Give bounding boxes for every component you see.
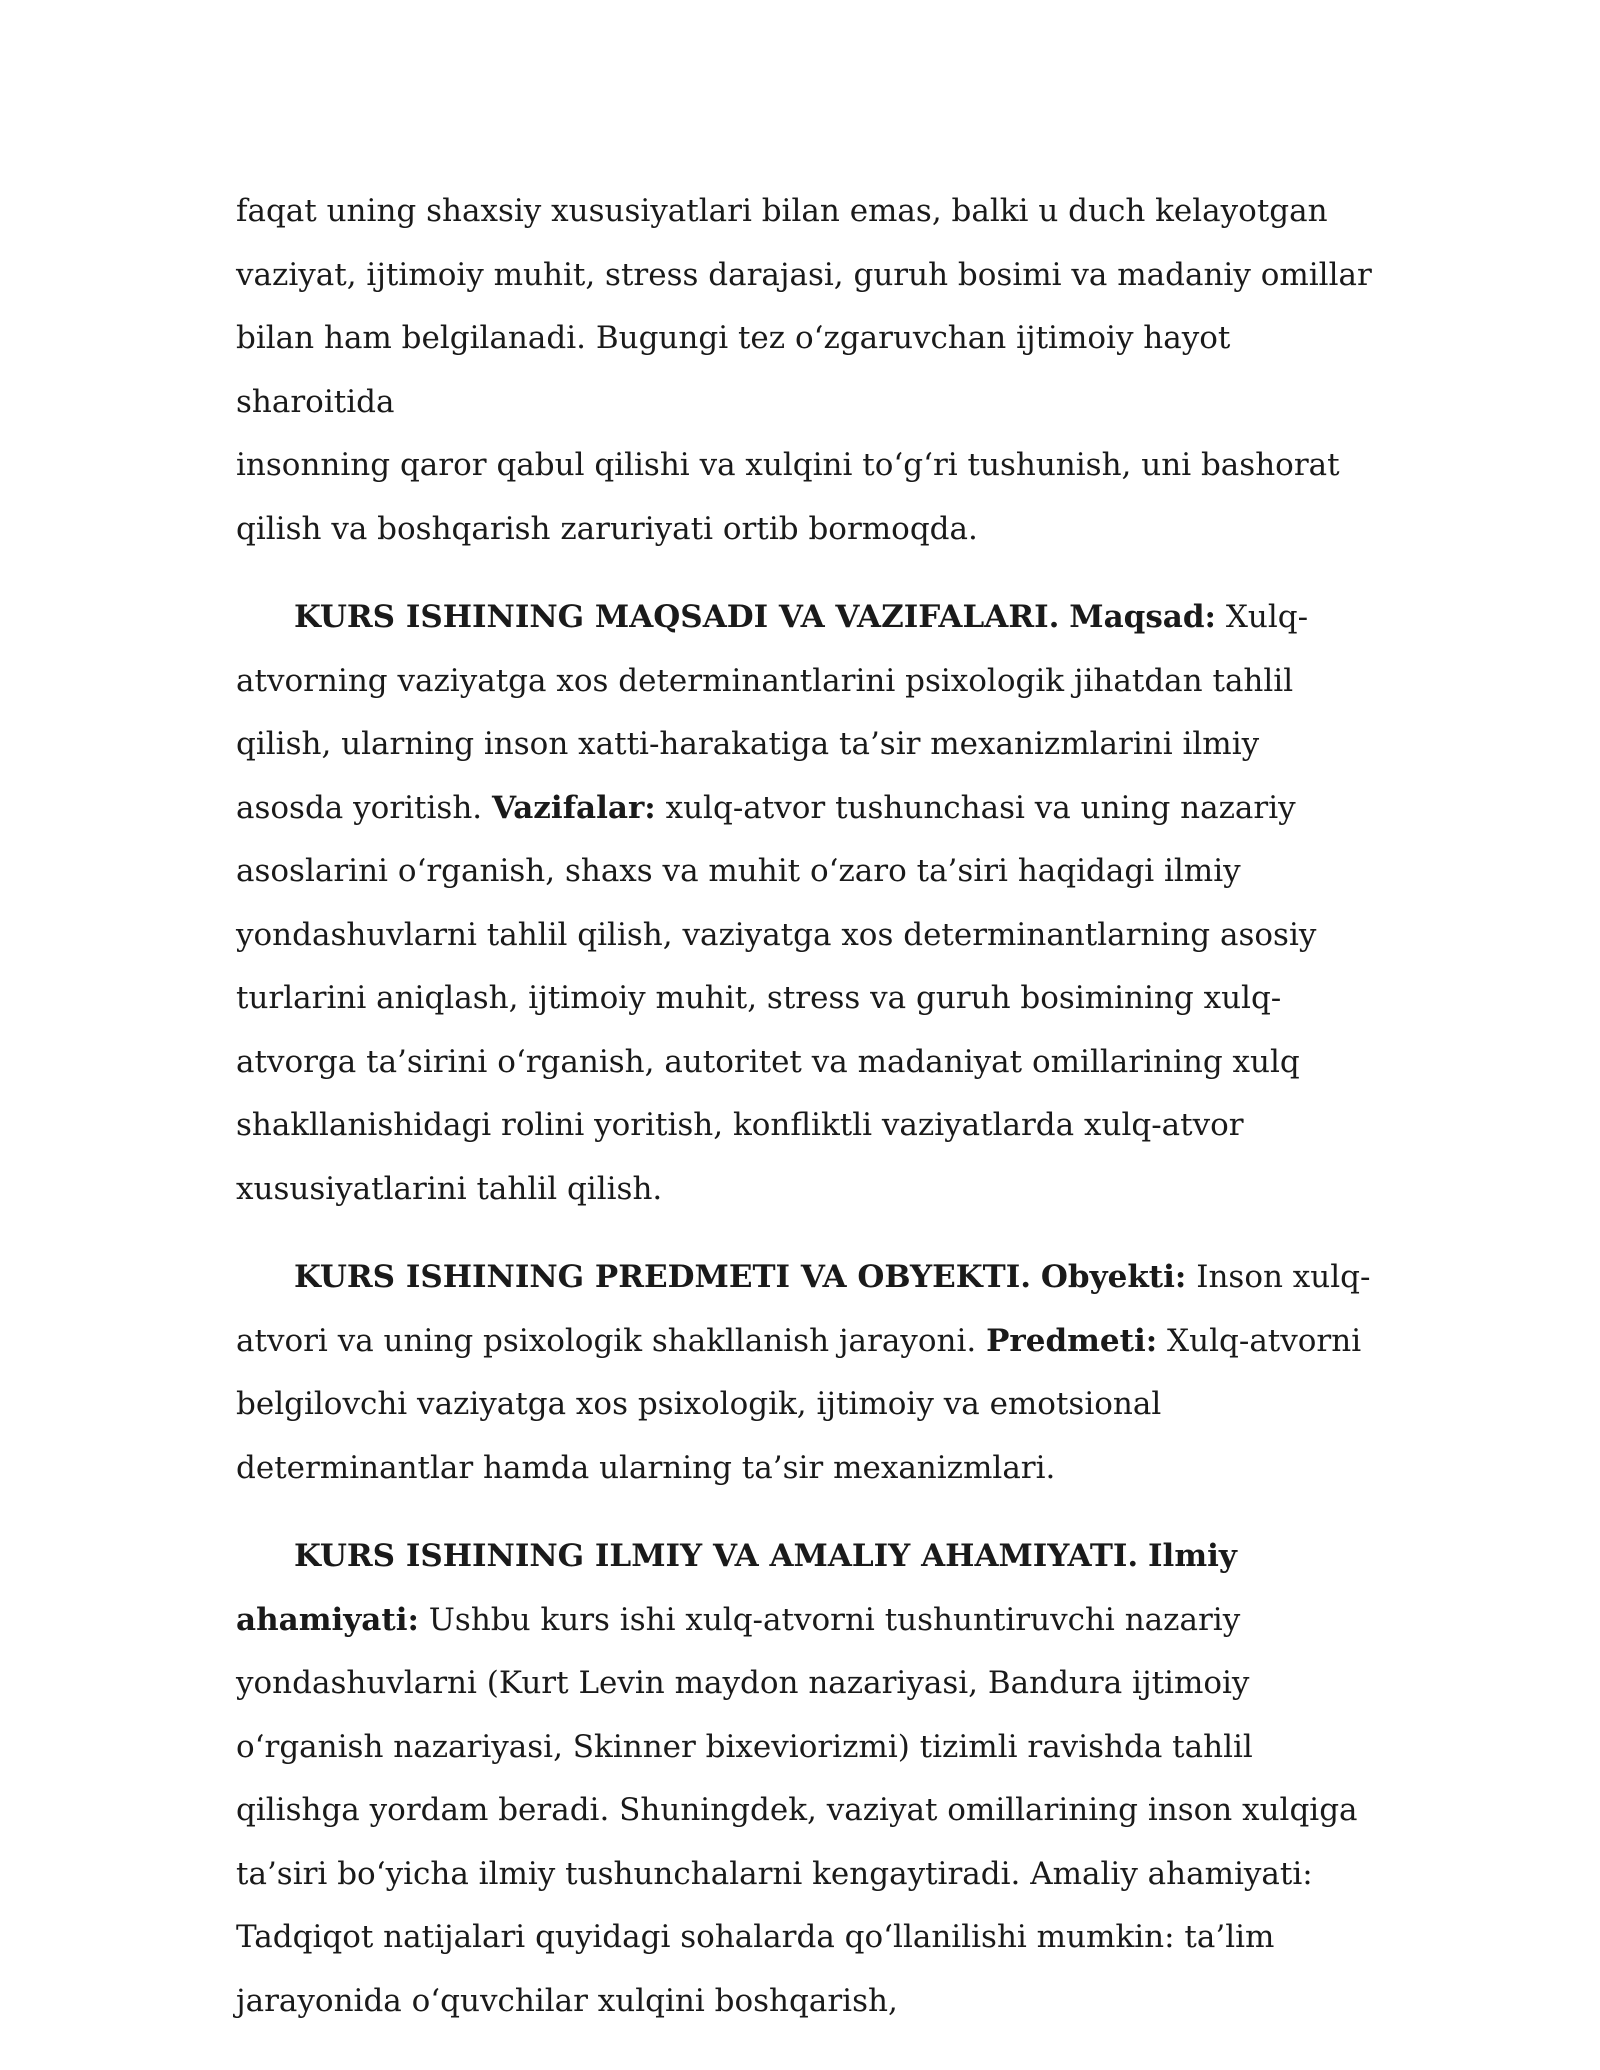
text-line: insonning qaror qabul qilishi va xulqini toʻgʻri tushunish, uni bashorat [236, 447, 1340, 483]
subject-text: Xulq-atvorni belgilovchi vaziyatga xos psixologik, ijtimoiy va emotsional determinantlar hamda ularning ta’sir mexanizmlari. [236, 1322, 1362, 1486]
significance-text: Ushbu kurs ishi xulq-atvorni tushuntiruvchi nazariy yondashuvlarni (Kurt Levin maydon nazariyasi, Bandura ijtimoiy oʻrganish nazariyasi, Skinner bixeviorizmi) tizimli ravishda tahlil qilishga yordam beradi. Shuningdek, vaziyat omillarining inson xulqiga ta’siri boʻyicha ilmiy tushunchalarni kengaytiradi. Amaliy ahamiyati: Tadqiqot natijalari quyidagi sohalarda qoʻllanilishi mumkin: ta’lim jarayonida oʻquvchilar xulqini boshqarish, [236, 1601, 1358, 2019]
paragraph-significance [236, 1525, 1376, 2033]
text-line: vaziyat, ijtimoiy muhit, stress darajasi, guruh bosimi va madaniy omillar [236, 256, 1372, 293]
text-line: qilish va boshqarish zaruriyati ortib bormoqda. [236, 510, 978, 547]
label-scientific-significance: Ilmiy ahamiyati: [236, 1538, 1237, 1638]
label-goal: Maqsad: [1069, 599, 1216, 635]
text-line: bilan ham belgilanadi. Bugungi tez oʻzgaruvchan ijtimoiy hayot sharoitida [236, 320, 1231, 420]
label-tasks: Vazifalar: [492, 789, 656, 826]
paragraph-goals-and-tasks [236, 586, 1376, 1221]
tasks-text: xulq-atvor tushunchasi va uning nazariy asoslarini oʻrganish, shaxs va muhit oʻzaro ta’siri haqidagi ilmiy yondashuvlarni tahlil qilish, vaziyatga xos determinantlarning asosiy turlarini aniqlash, ijtimoiy muhit, stress va guruh bosimining xulq-atvorga ta’sirini oʻrganish, autoritet va madaniyat omillarining xulq shakllanishidagi rolini yoritish, konfliktli vaziyatlarda xulq-atvor xususiyatlarini tahlil qilish. [236, 789, 1317, 1207]
paragraph-subject-and-object [236, 1246, 1376, 1500]
label-object: Obyekti: [1040, 1259, 1187, 1295]
object-text: Inson xulq-atvori va uning psixologik shakllanish jarayoni. [236, 1259, 1371, 1359]
text-line: faqat uning shaxsiy xususiyatlari bilan emas, balki u duch kelayotgan [236, 193, 1328, 229]
label-subject: Predmeti: [986, 1322, 1158, 1359]
goal-text: Xulq-atvorning vaziyatga xos determinantlarini psixologik jihatdan tahlil qilish, ularning inson xatti-harakatiga ta’sir mexanizmlarini ilmiy asosda yoritish. [236, 599, 1309, 826]
section-heading-goals: KURS ISHINING MAQSADI VA VAZIFALARI. [294, 599, 1060, 635]
section-heading-significance: KURS ISHINING ILMIY VA AMALIY AHAMIYATI. [294, 1538, 1139, 1574]
paragraph-intro-continuation [236, 180, 1376, 561]
section-heading-subject: KURS ISHINING PREDMETI VA OBYEKTI. [294, 1259, 1032, 1295]
document-body [236, 180, 1376, 2033]
